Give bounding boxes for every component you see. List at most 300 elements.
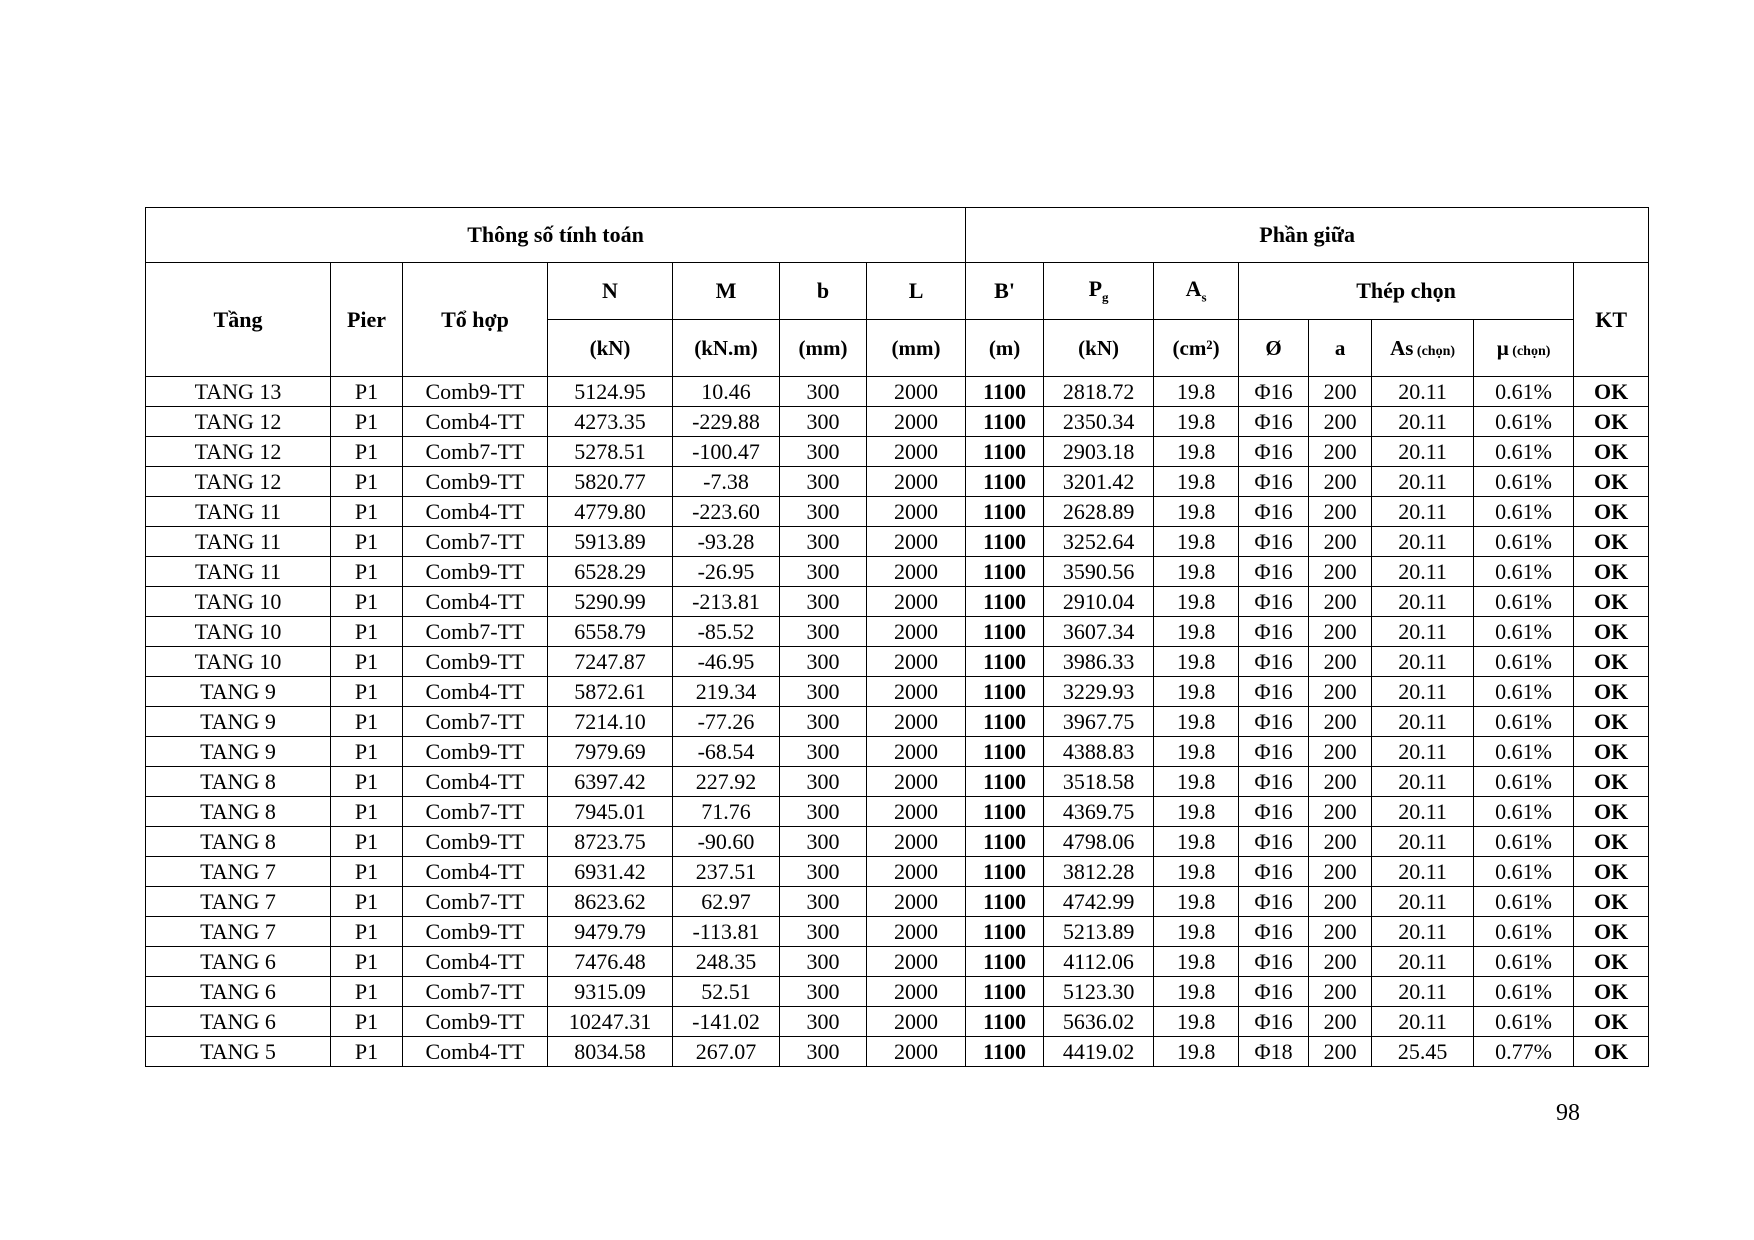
cell-b: 300 — [780, 767, 867, 797]
cell-l: 2000 — [867, 587, 966, 617]
cell-tang: TANG 8 — [146, 767, 331, 797]
cell-diameter: Φ16 — [1239, 917, 1309, 947]
cell-bprime: 1100 — [966, 707, 1044, 737]
cell-b: 300 — [780, 947, 867, 977]
cell-n: 7214.10 — [548, 707, 673, 737]
cell-tohop: Comb4-TT — [403, 767, 548, 797]
cell-bprime: 1100 — [966, 677, 1044, 707]
pg-sub: g — [1102, 289, 1109, 305]
cell-pier: P1 — [331, 887, 403, 917]
cell-pier: P1 — [331, 467, 403, 497]
cell-as-chon: 20.11 — [1372, 617, 1474, 647]
table-row — [146, 437, 1649, 467]
as-sub: s — [1201, 289, 1207, 305]
cell-l: 2000 — [867, 707, 966, 737]
cell-tohop: Comb9-TT — [403, 917, 548, 947]
cell-as: 19.8 — [1154, 647, 1239, 677]
cell-b: 300 — [780, 1037, 867, 1067]
cell-l: 2000 — [867, 887, 966, 917]
cell-tohop: Comb4-TT — [403, 497, 548, 527]
cell-b: 300 — [780, 497, 867, 527]
cell-as: 19.8 — [1154, 527, 1239, 557]
table-row — [146, 947, 1649, 977]
cell-mu-chon: 0.61% — [1474, 767, 1574, 797]
cell-tang: TANG 8 — [146, 827, 331, 857]
cell-kt: OK — [1574, 587, 1649, 617]
cell-as-chon: 20.11 — [1372, 857, 1474, 887]
cell-bprime: 1100 — [966, 647, 1044, 677]
table-row — [146, 647, 1649, 677]
cell-spacing: 200 — [1309, 407, 1372, 437]
cell-spacing: 200 — [1309, 557, 1372, 587]
cell-l: 2000 — [867, 557, 966, 587]
cell-bprime: 1100 — [966, 587, 1044, 617]
cell-m: 71.76 — [673, 797, 780, 827]
cell-as-chon: 20.11 — [1372, 707, 1474, 737]
unit-as: (cm²) — [1154, 320, 1239, 377]
cell-bprime: 1100 — [966, 887, 1044, 917]
cell-spacing: 200 — [1309, 1037, 1372, 1067]
pg-main: P — [1088, 276, 1103, 302]
design-table — [145, 207, 1649, 1067]
cell-tohop: Comb9-TT — [403, 1007, 548, 1037]
cell-mu-chon: 0.61% — [1474, 467, 1574, 497]
cell-l: 2000 — [867, 1037, 966, 1067]
cell-b: 300 — [780, 557, 867, 587]
cell-tang: TANG 10 — [146, 647, 331, 677]
cell-l: 2000 — [867, 437, 966, 467]
cell-as: 19.8 — [1154, 557, 1239, 587]
mu-chon-main: µ — [1496, 335, 1509, 360]
cell-tang: TANG 10 — [146, 587, 331, 617]
cell-n: 5290.99 — [548, 587, 673, 617]
cell-as: 19.8 — [1154, 857, 1239, 887]
cell-n: 6931.42 — [548, 857, 673, 887]
cell-tohop: Comb7-TT — [403, 437, 548, 467]
cell-as-chon: 20.11 — [1372, 527, 1474, 557]
cell-mu-chon: 0.61% — [1474, 407, 1574, 437]
cell-kt: OK — [1574, 467, 1649, 497]
cell-kt: OK — [1574, 557, 1649, 587]
cell-mu-chon: 0.61% — [1474, 707, 1574, 737]
cell-mu-chon: 0.61% — [1474, 557, 1574, 587]
cell-as: 19.8 — [1154, 587, 1239, 617]
cell-mu-chon: 0.61% — [1474, 647, 1574, 677]
unit-m: (kN.m) — [673, 320, 780, 377]
cell-as: 19.8 — [1154, 977, 1239, 1007]
cell-mu-chon: 0.61% — [1474, 527, 1574, 557]
cell-as-chon: 20.11 — [1372, 1007, 1474, 1037]
cell-spacing: 200 — [1309, 767, 1372, 797]
cell-b: 300 — [780, 707, 867, 737]
cell-n: 7476.48 — [548, 947, 673, 977]
cell-pg: 2903.18 — [1044, 437, 1154, 467]
cell-tohop: Comb4-TT — [403, 1037, 548, 1067]
table-row — [146, 497, 1649, 527]
cell-tohop: Comb4-TT — [403, 947, 548, 977]
col-header-thep-chon: Thép chọn — [1239, 263, 1574, 320]
cell-pg: 2818.72 — [1044, 377, 1154, 407]
cell-b: 300 — [780, 467, 867, 497]
cell-diameter: Φ16 — [1239, 857, 1309, 887]
table-row — [146, 407, 1649, 437]
cell-n: 8034.58 — [548, 1037, 673, 1067]
cell-pg: 4742.99 — [1044, 887, 1154, 917]
cell-as: 19.8 — [1154, 707, 1239, 737]
cell-pg: 4798.06 — [1044, 827, 1154, 857]
col-header-m: M — [673, 263, 780, 320]
cell-b: 300 — [780, 737, 867, 767]
cell-diameter: Φ16 — [1239, 947, 1309, 977]
cell-kt: OK — [1574, 437, 1649, 467]
cell-n: 5278.51 — [548, 437, 673, 467]
cell-tohop: Comb7-TT — [403, 527, 548, 557]
sub-header-spacing: a — [1309, 320, 1372, 377]
cell-tohop: Comb4-TT — [403, 857, 548, 887]
cell-n: 7979.69 — [548, 737, 673, 767]
cell-m: -7.38 — [673, 467, 780, 497]
cell-tohop: Comb9-TT — [403, 737, 548, 767]
cell-tang: TANG 7 — [146, 917, 331, 947]
cell-as-chon: 20.11 — [1372, 827, 1474, 857]
table-row — [146, 707, 1649, 737]
cell-diameter: Φ16 — [1239, 407, 1309, 437]
cell-b: 300 — [780, 647, 867, 677]
cell-pg: 4388.83 — [1044, 737, 1154, 767]
cell-m: 237.51 — [673, 857, 780, 887]
cell-pier: P1 — [331, 377, 403, 407]
cell-mu-chon: 0.61% — [1474, 587, 1574, 617]
cell-bprime: 1100 — [966, 527, 1044, 557]
cell-bprime: 1100 — [966, 797, 1044, 827]
as-main: A — [1185, 276, 1202, 302]
cell-pg: 3967.75 — [1044, 707, 1154, 737]
cell-mu-chon: 0.61% — [1474, 797, 1574, 827]
cell-as: 19.8 — [1154, 1007, 1239, 1037]
cell-tohop: Comb7-TT — [403, 797, 548, 827]
cell-mu-chon: 0.61% — [1474, 677, 1574, 707]
cell-n: 5872.61 — [548, 677, 673, 707]
cell-pier: P1 — [331, 827, 403, 857]
cell-as-chon: 20.11 — [1372, 977, 1474, 1007]
cell-tohop: Comb7-TT — [403, 707, 548, 737]
cell-pg: 5123.30 — [1044, 977, 1154, 1007]
cell-b: 300 — [780, 587, 867, 617]
cell-tohop: Comb4-TT — [403, 407, 548, 437]
cell-m: -113.81 — [673, 917, 780, 947]
cell-n: 6397.42 — [548, 767, 673, 797]
cell-as-chon: 20.11 — [1372, 677, 1474, 707]
unit-n: (kN) — [548, 320, 673, 377]
cell-m: -90.60 — [673, 827, 780, 857]
cell-pier: P1 — [331, 497, 403, 527]
cell-bprime: 1100 — [966, 557, 1044, 587]
cell-m: -229.88 — [673, 407, 780, 437]
cell-l: 2000 — [867, 677, 966, 707]
cell-b: 300 — [780, 617, 867, 647]
cell-as: 19.8 — [1154, 437, 1239, 467]
cell-b: 300 — [780, 527, 867, 557]
sub-header-diameter: Ø — [1239, 320, 1309, 377]
cell-m: -141.02 — [673, 1007, 780, 1037]
cell-n: 5124.95 — [548, 377, 673, 407]
unit-l: (mm) — [867, 320, 966, 377]
sub-header-mu-chon — [1474, 320, 1574, 377]
cell-diameter: Φ16 — [1239, 977, 1309, 1007]
col-header-tang: Tầng — [146, 263, 331, 377]
cell-diameter: Φ16 — [1239, 737, 1309, 767]
cell-pier: P1 — [331, 407, 403, 437]
cell-kt: OK — [1574, 407, 1649, 437]
cell-bprime: 1100 — [966, 827, 1044, 857]
cell-pg: 3607.34 — [1044, 617, 1154, 647]
cell-n: 8723.75 — [548, 827, 673, 857]
cell-pier: P1 — [331, 797, 403, 827]
cell-diameter: Φ16 — [1239, 617, 1309, 647]
cell-l: 2000 — [867, 977, 966, 1007]
cell-tang: TANG 6 — [146, 947, 331, 977]
cell-tohop: Comb9-TT — [403, 647, 548, 677]
cell-b: 300 — [780, 857, 867, 887]
cell-n: 7247.87 — [548, 647, 673, 677]
cell-m: -93.28 — [673, 527, 780, 557]
cell-mu-chon: 0.61% — [1474, 497, 1574, 527]
cell-spacing: 200 — [1309, 917, 1372, 947]
cell-l: 2000 — [867, 917, 966, 947]
cell-tang: TANG 11 — [146, 497, 331, 527]
cell-n: 7945.01 — [548, 797, 673, 827]
cell-kt: OK — [1574, 677, 1649, 707]
table-row — [146, 1007, 1649, 1037]
cell-as: 19.8 — [1154, 917, 1239, 947]
cell-tang: TANG 12 — [146, 437, 331, 467]
cell-as: 19.8 — [1154, 737, 1239, 767]
col-header-kt: KT — [1574, 263, 1649, 377]
cell-l: 2000 — [867, 947, 966, 977]
cell-diameter: Φ16 — [1239, 827, 1309, 857]
cell-as-chon: 20.11 — [1372, 887, 1474, 917]
cell-tang: TANG 9 — [146, 707, 331, 737]
cell-mu-chon: 0.61% — [1474, 857, 1574, 887]
cell-pg: 3590.56 — [1044, 557, 1154, 587]
mu-chon-small: (chọn) — [1508, 343, 1551, 359]
table-row — [146, 737, 1649, 767]
cell-pg: 3229.93 — [1044, 677, 1154, 707]
cell-b: 300 — [780, 977, 867, 1007]
table-body — [146, 377, 1649, 1067]
cell-kt: OK — [1574, 527, 1649, 557]
cell-pier: P1 — [331, 917, 403, 947]
cell-pg: 3518.58 — [1044, 767, 1154, 797]
cell-b: 300 — [780, 1007, 867, 1037]
cell-spacing: 200 — [1309, 647, 1372, 677]
cell-kt: OK — [1574, 947, 1649, 977]
cell-pg: 2910.04 — [1044, 587, 1154, 617]
cell-m: -77.26 — [673, 707, 780, 737]
cell-as: 19.8 — [1154, 1037, 1239, 1067]
cell-as-chon: 20.11 — [1372, 647, 1474, 677]
cell-pier: P1 — [331, 947, 403, 977]
cell-m: 267.07 — [673, 1037, 780, 1067]
cell-m: 227.92 — [673, 767, 780, 797]
cell-n: 5913.89 — [548, 527, 673, 557]
cell-pg: 4369.75 — [1044, 797, 1154, 827]
unit-bprime: (m) — [966, 320, 1044, 377]
cell-as-chon: 20.11 — [1372, 497, 1474, 527]
cell-diameter: Φ16 — [1239, 467, 1309, 497]
col-header-pier: Pier — [331, 263, 403, 377]
cell-tang: TANG 5 — [146, 1037, 331, 1067]
cell-tang: TANG 12 — [146, 467, 331, 497]
cell-tang: TANG 8 — [146, 797, 331, 827]
cell-kt: OK — [1574, 767, 1649, 797]
cell-tang: TANG 10 — [146, 617, 331, 647]
cell-l: 2000 — [867, 857, 966, 887]
cell-m: -26.95 — [673, 557, 780, 587]
cell-pier: P1 — [331, 767, 403, 797]
col-header-l: L — [867, 263, 966, 320]
cell-pg: 5636.02 — [1044, 1007, 1154, 1037]
cell-l: 2000 — [867, 467, 966, 497]
cell-mu-chon: 0.61% — [1474, 977, 1574, 1007]
cell-mu-chon: 0.61% — [1474, 887, 1574, 917]
col-header-pg — [1044, 263, 1154, 320]
cell-mu-chon: 0.61% — [1474, 1007, 1574, 1037]
cell-spacing: 200 — [1309, 1007, 1372, 1037]
cell-mu-chon: 0.61% — [1474, 437, 1574, 467]
cell-bprime: 1100 — [966, 737, 1044, 767]
cell-l: 2000 — [867, 527, 966, 557]
table-row — [146, 377, 1649, 407]
cell-l: 2000 — [867, 827, 966, 857]
as-chon-main: As — [1390, 335, 1414, 360]
cell-diameter: Φ16 — [1239, 497, 1309, 527]
cell-diameter: Φ16 — [1239, 677, 1309, 707]
cell-as: 19.8 — [1154, 407, 1239, 437]
cell-spacing: 200 — [1309, 527, 1372, 557]
cell-m: -46.95 — [673, 647, 780, 677]
cell-diameter: Φ16 — [1239, 887, 1309, 917]
cell-spacing: 200 — [1309, 797, 1372, 827]
cell-as: 19.8 — [1154, 827, 1239, 857]
table-row — [146, 857, 1649, 887]
cell-pg: 5213.89 — [1044, 917, 1154, 947]
cell-spacing: 200 — [1309, 887, 1372, 917]
table-row — [146, 917, 1649, 947]
cell-l: 2000 — [867, 497, 966, 527]
cell-mu-chon: 0.61% — [1474, 827, 1574, 857]
cell-pg: 3986.33 — [1044, 647, 1154, 677]
cell-pier: P1 — [331, 557, 403, 587]
cell-m: -213.81 — [673, 587, 780, 617]
cell-diameter: Φ16 — [1239, 557, 1309, 587]
cell-m: -100.47 — [673, 437, 780, 467]
cell-kt: OK — [1574, 887, 1649, 917]
as-chon-small: (chọn) — [1413, 343, 1456, 359]
cell-l: 2000 — [867, 377, 966, 407]
cell-l: 2000 — [867, 1007, 966, 1037]
cell-spacing: 200 — [1309, 827, 1372, 857]
table-row — [146, 527, 1649, 557]
cell-tang: TANG 9 — [146, 677, 331, 707]
cell-bprime: 1100 — [966, 467, 1044, 497]
cell-kt: OK — [1574, 617, 1649, 647]
cell-n: 8623.62 — [548, 887, 673, 917]
cell-mu-chon: 0.61% — [1474, 377, 1574, 407]
cell-kt: OK — [1574, 377, 1649, 407]
cell-as: 19.8 — [1154, 677, 1239, 707]
cell-tohop: Comb4-TT — [403, 677, 548, 707]
cell-n: 5820.77 — [548, 467, 673, 497]
cell-diameter: Φ16 — [1239, 707, 1309, 737]
cell-kt: OK — [1574, 1037, 1649, 1067]
table-row — [146, 557, 1649, 587]
cell-bprime: 1100 — [966, 437, 1044, 467]
page-number: 98 — [1556, 1100, 1580, 1126]
cell-bprime: 1100 — [966, 1037, 1044, 1067]
cell-spacing: 200 — [1309, 707, 1372, 737]
cell-as-chon: 20.11 — [1372, 737, 1474, 767]
cell-as: 19.8 — [1154, 797, 1239, 827]
cell-as-chon: 25.45 — [1372, 1037, 1474, 1067]
cell-pg: 2350.34 — [1044, 407, 1154, 437]
cell-bprime: 1100 — [966, 917, 1044, 947]
cell-m: -85.52 — [673, 617, 780, 647]
cell-as-chon: 20.11 — [1372, 377, 1474, 407]
cell-diameter: Φ16 — [1239, 767, 1309, 797]
cell-tang: TANG 6 — [146, 977, 331, 1007]
cell-kt: OK — [1574, 737, 1649, 767]
cell-spacing: 200 — [1309, 617, 1372, 647]
table-row — [146, 587, 1649, 617]
cell-pier: P1 — [331, 617, 403, 647]
cell-m: 248.35 — [673, 947, 780, 977]
table-row — [146, 827, 1649, 857]
cell-diameter: Φ16 — [1239, 527, 1309, 557]
cell-spacing: 200 — [1309, 497, 1372, 527]
cell-as: 19.8 — [1154, 767, 1239, 797]
cell-b: 300 — [780, 827, 867, 857]
cell-diameter: Φ18 — [1239, 1037, 1309, 1067]
cell-as: 19.8 — [1154, 887, 1239, 917]
cell-spacing: 200 — [1309, 437, 1372, 467]
cell-pier: P1 — [331, 647, 403, 677]
cell-kt: OK — [1574, 977, 1649, 1007]
cell-l: 2000 — [867, 617, 966, 647]
cell-tang: TANG 11 — [146, 527, 331, 557]
cell-tohop: Comb9-TT — [403, 377, 548, 407]
cell-tang: TANG 12 — [146, 407, 331, 437]
cell-as: 19.8 — [1154, 377, 1239, 407]
cell-pier: P1 — [331, 977, 403, 1007]
cell-n: 4779.80 — [548, 497, 673, 527]
cell-tohop: Comb7-TT — [403, 977, 548, 1007]
cell-bprime: 1100 — [966, 407, 1044, 437]
cell-pier: P1 — [331, 677, 403, 707]
cell-b: 300 — [780, 407, 867, 437]
cell-mu-chon: 0.61% — [1474, 737, 1574, 767]
cell-pier: P1 — [331, 587, 403, 617]
cell-kt: OK — [1574, 647, 1649, 677]
cell-n: 9315.09 — [548, 977, 673, 1007]
cell-bprime: 1100 — [966, 857, 1044, 887]
cell-bprime: 1100 — [966, 977, 1044, 1007]
cell-pier: P1 — [331, 527, 403, 557]
table-row — [146, 677, 1649, 707]
cell-n: 4273.35 — [548, 407, 673, 437]
cell-pier: P1 — [331, 857, 403, 887]
cell-pg: 4112.06 — [1044, 947, 1154, 977]
